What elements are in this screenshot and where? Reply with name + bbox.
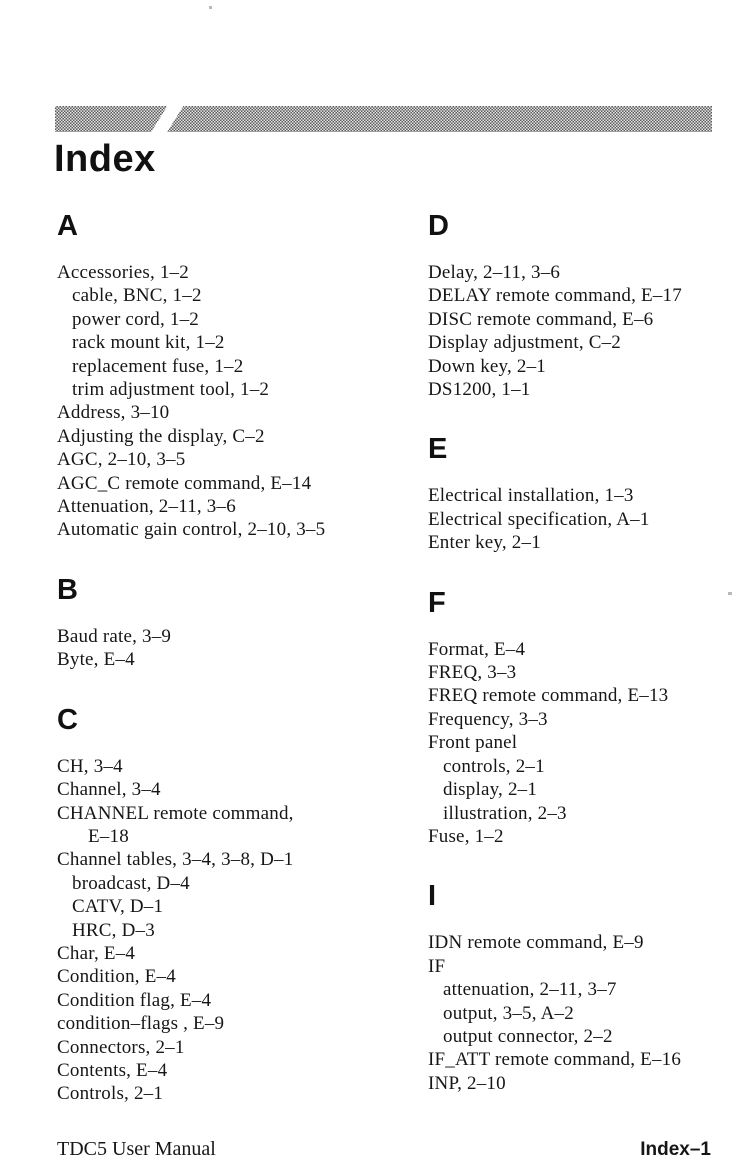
index-entry: CH, 3–4 [57,755,123,777]
index-entry: Automatic gain control, 2–10, 3–5 [57,519,326,541]
index-entry: DISC remote command, E–6 [428,308,654,330]
index-entry: condition–flags , E–9 [57,1013,225,1035]
index-entry: Adjusting the display, C–2 [57,425,265,447]
index-entry: display, 2–1 [443,779,538,801]
index-entry: replacement fuse, 1–2 [72,355,244,377]
index-entry: attenuation, 2–11, 3–7 [443,979,617,1001]
header-bar-slash [146,106,187,132]
index-entry: cable, BNC, 1–2 [72,285,202,307]
header-divider-bar [55,106,712,132]
index-entry: AGC, 2–10, 3–5 [57,449,186,471]
index-entry: Front panel [428,732,518,754]
section-letter: F [428,586,446,619]
index-entry: Accessories, 1–2 [57,262,189,283]
index-entry: DELAY remote command, E–17 [428,285,682,307]
index-entry: Enter key, 2–1 [428,532,541,554]
index-entry: Format, E–4 [428,638,526,660]
index-entry: Fuse, 1–2 [428,825,504,847]
index-entry: rack mount kit, 1–2 [72,332,225,354]
index-entry: Char, E–4 [57,942,136,964]
section-letter: E [428,433,448,466]
index-section-d [428,212,728,401]
index-entry: output connector, 2–2 [443,1025,613,1047]
index-entry: Channel tables, 3–4, 3–8, D–1 [57,849,294,871]
section-letter: I [428,880,437,913]
index-entry: CHANNEL remote command, [57,802,294,824]
index-section-i [428,882,728,1095]
index-entry: INP, 2–10 [428,1072,506,1094]
index-section-c [57,703,412,1106]
index-entry: broadcast, D–4 [72,872,190,894]
index-entry: Display adjustment, C–2 [428,332,622,354]
index-entry: trim adjustment tool, 1–2 [72,379,270,401]
index-entry: HRC, D–3 [72,919,155,941]
index-column-left [57,212,412,1140]
scan-artifact [209,6,212,9]
index-entry: illustration, 2–3 [443,802,567,824]
index-entry: FREQ remote command, E–13 [428,685,669,707]
index-entry: IF [428,955,446,977]
index-entry: AGC_C remote command, E–14 [57,472,312,494]
scan-artifact [728,592,732,595]
index-entry: Contents, E–4 [57,1059,168,1081]
section-letter: D [428,210,449,242]
section-letter: C [57,703,78,736]
index-entry: Controls, 2–1 [57,1083,164,1105]
index-entry: Connectors, 2–1 [57,1036,185,1058]
index-section-f [428,586,728,849]
index-section-e [428,435,728,554]
index-entry: Address, 3–10 [57,402,170,424]
index-entry: controls, 2–1 [443,755,545,777]
page-title: Index [54,138,156,180]
index-entry: Condition flag, E–4 [57,989,212,1011]
index-entry: Frequency, 3–3 [428,708,548,730]
index-entry: Byte, E–4 [57,649,135,671]
index-section-a [57,212,412,542]
index-entry: Attenuation, 2–11, 3–6 [57,496,236,518]
index-entry: IF_ATT remote command, E–16 [428,1049,682,1071]
index-entry: output, 3–5, A–2 [443,1002,574,1024]
index-entry: E–18 [88,825,129,847]
index-entry: DS1200, 1–1 [428,379,531,401]
section-letter: B [57,573,78,606]
index-column-right [428,212,728,1129]
index-entry: Baud rate, 3–9 [57,625,172,647]
index-section-b [57,573,412,672]
footer-page-number: Index–1 [640,1139,711,1160]
index-entry: Electrical specification, A–1 [428,508,650,530]
index-entry: Condition, E–4 [57,966,176,988]
index-entry: Down key, 2–1 [428,355,546,377]
index-entry: Channel, 3–4 [57,779,161,801]
page-footer [57,1138,711,1161]
section-letter: A [57,210,78,242]
index-entry: power cord, 1–2 [72,308,199,330]
index-entry: IDN remote command, E–9 [428,932,644,954]
index-entry: CATV, D–1 [72,896,164,918]
footer-manual-title: TDC5 User Manual [57,1138,216,1160]
index-entry: Delay, 2–11, 3–6 [428,262,561,283]
index-entry: FREQ, 3–3 [428,662,517,684]
index-entry: Electrical installation, 1–3 [428,485,634,507]
